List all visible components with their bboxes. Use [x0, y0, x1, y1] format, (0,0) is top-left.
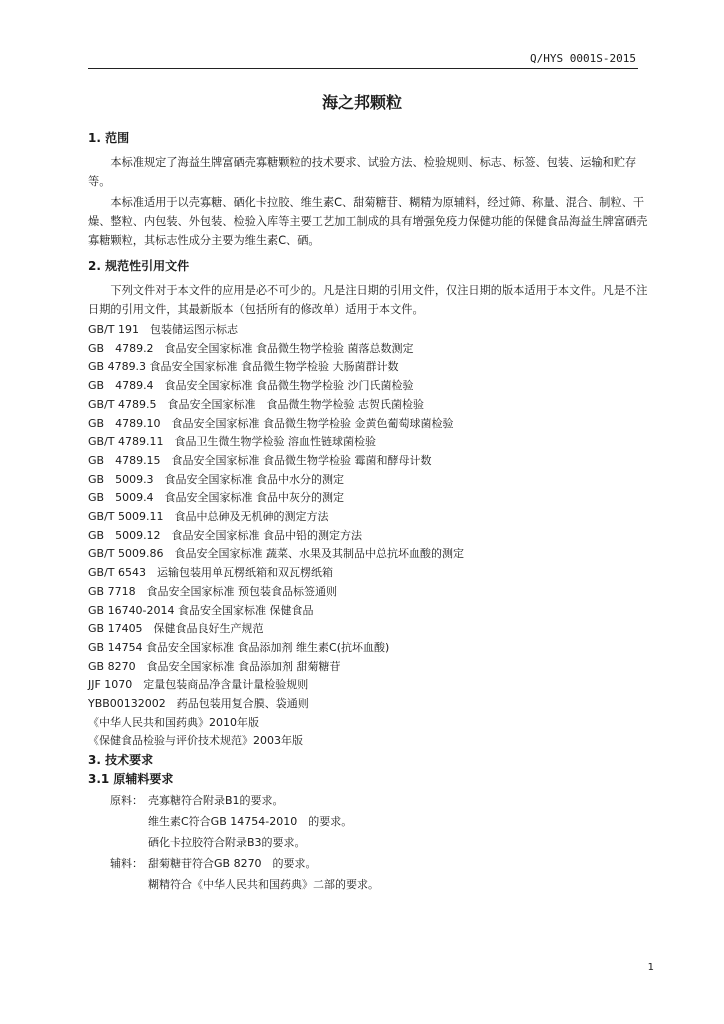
reference-item: GB 17405 保健食品良好生产规范 — [88, 622, 264, 636]
reference-item: 《保健食品检验与评价技术规范》2003年版 — [88, 734, 303, 748]
reference-item: GB 4789.15 食品安全国家标准 食品微生物学检验 霉菌和酵母计数 — [88, 453, 432, 467]
reference-item: GB 5009.3 食品安全国家标准 食品中水分的测定 — [88, 472, 345, 486]
document-code: Q/HYS 0001S-2015 — [530, 52, 636, 65]
reference-item: GB/T 6543 运输包装用单瓦楞纸箱和双瓦楞纸箱 — [88, 566, 333, 580]
reference-item: 《中华人民共和国药典》2010年版 — [88, 715, 259, 729]
header-rule — [88, 68, 638, 69]
reference-item: GB 14754 食品安全国家标准 食品添加剂 维生素C(抗坏血酸) — [88, 640, 390, 654]
aux-material-label: 辅料： — [110, 857, 143, 871]
reference-item: JJF 1070 定量包装商品净含量计量检验规则 — [88, 678, 309, 692]
aux-material-row: 糊精符合《中华人民共和国药典》二部的要求。 — [148, 878, 379, 892]
aux-material-item: 甜菊糖苷符合GB 8270 的要求。 — [148, 857, 317, 871]
document-body — [88, 130, 658, 895]
reference-item: GB 8270 食品安全国家标准 食品添加剂 甜菊糖苷 — [88, 659, 341, 673]
reference-item: GB 7718 食品安全国家标准 预包装食品标签通则 — [88, 584, 338, 598]
page-title: 海之邦颗粒 — [321, 93, 402, 112]
reference-item: GB 4789.3 食品安全国家标准 食品微生物学检验 大肠菌群计数 — [88, 360, 399, 374]
reference-item: GB 4789.2 食品安全国家标准 食品微生物学检验 菌落总数测定 — [88, 341, 414, 355]
main-material-row: 硒化卡拉胶符合附录B3的要求。 — [148, 836, 306, 850]
main-material-label: 原料： — [110, 794, 143, 808]
scope-paragraph: 本标准规定了海益生牌富硒壳寡糖颗粒的技术要求、试验方法、检验规则、标志、标签、包装、运输和贮存等。 — [88, 156, 637, 188]
reference-item: GB 16740-2014 食品安全国家标准 保健食品 — [88, 603, 314, 617]
scope-paragraph: 本标准适用于以壳寡糖、硒化卡拉胶、维生素C、甜菊糖苷、糊精为原辅料，经过筛、称量、混合、制粒、干燥、整粒、内包装、外包装、检验入库等主要工艺加工制成的具有增强免疫力保健功能的保健食品海益生牌富硒壳寡糖颗粒，其标志性成分主要为维生素C、硒。 — [88, 196, 648, 247]
reference-item: YBB00132002 药品包装用复合膜、袋通则 — [88, 697, 309, 711]
section-refs-heading: 2. 规范性引用文件 — [88, 259, 190, 273]
reference-item: GB/T 4789.11 食品卫生微生物学检验 溶血性链球菌检验 — [88, 435, 376, 449]
main-material-row: 维生素C符合GB 14754-2010 的要求。 — [148, 815, 353, 829]
reference-item: GB 4789.10 食品安全国家标准 食品微生物学检验 金黄色葡萄球菌检验 — [88, 416, 454, 430]
reference-item: GB 4789.4 食品安全国家标准 食品微生物学检验 沙门氏菌检验 — [88, 379, 414, 393]
reference-item: GB 5009.12 食品安全国家标准 食品中铅的测定方法 — [88, 528, 363, 542]
section-tech-heading: 3. 技术要求 — [88, 753, 154, 768]
reference-item: GB 5009.4 食品安全国家标准 食品中灰分的测定 — [88, 491, 345, 505]
reference-item: GB/T 5009.86 食品安全国家标准 蔬菜、水果及其制品中总抗坏血酸的测定 — [88, 547, 464, 561]
main-material-item: 壳寡糖符合附录B1的要求。 — [148, 794, 284, 808]
refs-intro-paragraph: 下列文件对于本文件的应用是必不可少的。凡是注日期的引用文件，仅注日期的版本适用于本文件。凡是不注日期的引用文件，其最新版本（包括所有的修改单）适用于本文件。 — [88, 284, 648, 316]
section-raw-materials-heading: 3.1 原辅料要求 — [88, 772, 174, 787]
page-number: 1 — [647, 962, 654, 973]
main-material-row — [88, 790, 658, 811]
section-scope-heading: 1. 范围 — [88, 131, 130, 145]
reference-list — [88, 321, 658, 751]
aux-material-row — [88, 853, 658, 874]
reference-item: GB/T 4789.5 食品安全国家标准 食品微生物学检验 志贺氏菌检验 — [88, 397, 424, 411]
reference-item: GB/T 191 包装储运图示标志 — [88, 323, 238, 336]
reference-item: GB/T 5009.11 食品中总砷及无机砷的测定方法 — [88, 510, 329, 524]
